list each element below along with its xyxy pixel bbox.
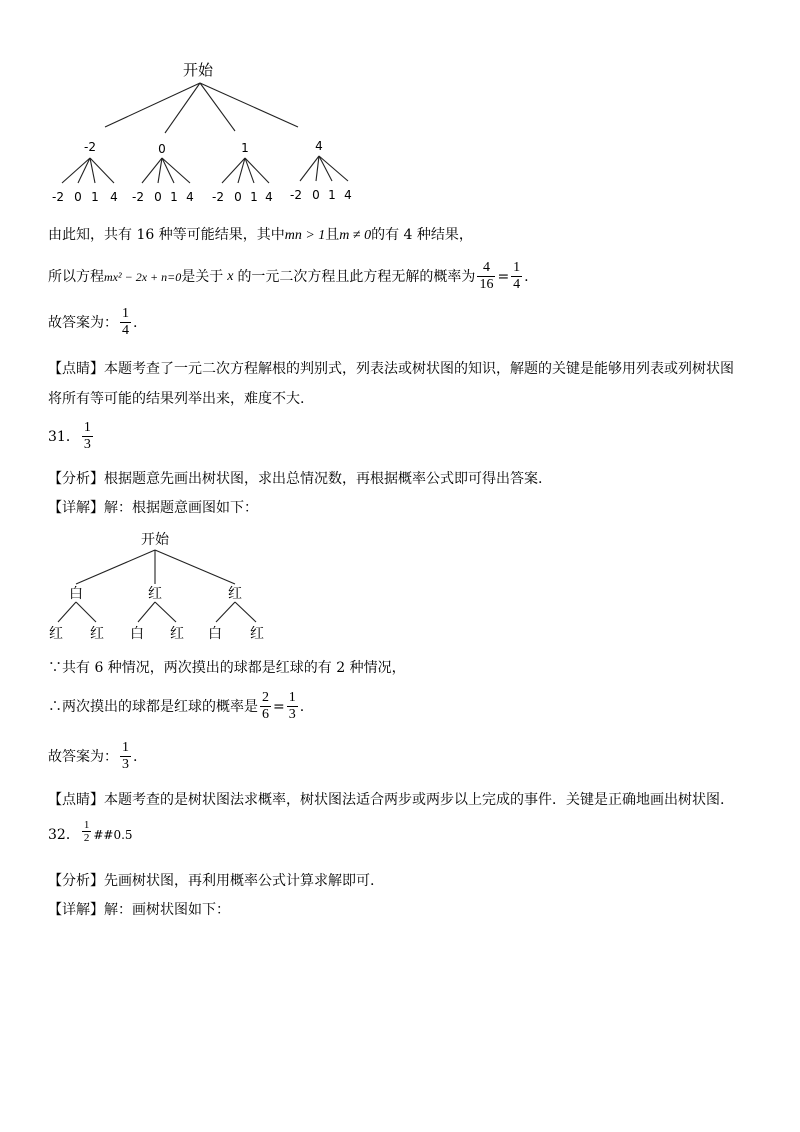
tree1-leaf: -2 bbox=[52, 190, 64, 204]
tree1-leaf: -2 bbox=[290, 188, 302, 202]
tree1-leaf: -2 bbox=[212, 190, 224, 204]
tree1-node-d: 4 bbox=[315, 139, 323, 153]
tree1-leaf: 1 bbox=[250, 190, 258, 204]
tree1-node-a: -2 bbox=[84, 140, 96, 154]
answer-fraction-2: $\frac{1}{3}$ bbox=[122, 740, 129, 772]
tree1-leaf: 0 bbox=[234, 190, 242, 204]
question-31-answer: 31． $\frac{1}{3}$ bbox=[48, 420, 91, 452]
case-count-line: ∵共有 6 种情况，两次摸出的球都是红球的有 2 种情况， bbox=[48, 660, 406, 676]
q31-fraction: $\frac{1}{3}$ bbox=[83, 420, 91, 452]
detail-32: 【详解】解：画树状图如下： bbox=[48, 902, 230, 918]
tree1-leaf: 0 bbox=[312, 188, 320, 202]
review-1-line-1: 【点睛】本题考查了一元二次方程解根的判别式，列表法或树状图的知识，解题的关键是能够用列表或列树状图 bbox=[48, 361, 734, 377]
fraction-1-4: $\frac{1}{4}$ bbox=[513, 260, 521, 292]
detail-31: 【详解】解：根据题意画图如下： bbox=[48, 500, 258, 516]
equation: mx² − 2x + n=0 bbox=[104, 269, 182, 284]
question-32-answer: 32． $\frac{1}{2}$ ##0.5 bbox=[48, 818, 133, 844]
q32-fraction: $\frac{1}{2}$ bbox=[83, 818, 90, 844]
tree2-leaf: 红 bbox=[250, 626, 264, 642]
tree2-node-red-1: 红 bbox=[148, 586, 162, 602]
fraction-2-6: $\frac{2}{6}$ bbox=[262, 690, 269, 722]
tree2-leaf: 红 bbox=[49, 626, 63, 642]
tree-diagram-2 bbox=[40, 528, 280, 648]
tree1-leaf: 4 bbox=[265, 190, 273, 204]
result-count-line: 由此知，共有 16 种等可能结果，其中mn > 1且m ≠ 0的有 4 种结果， bbox=[48, 227, 473, 243]
condition-m: m ≠ 0 bbox=[339, 228, 372, 243]
fraction-1-3: $\frac{1}{3}$ bbox=[288, 690, 296, 722]
tree1-leaf: 1 bbox=[91, 190, 99, 204]
review-1-line-2: 将所有等可能的结果列举出来，难度不大. bbox=[48, 391, 305, 407]
answer-line-1: 故答案为： $\frac{1}{4}$ . bbox=[48, 306, 138, 338]
tree1-leaf: -2 bbox=[132, 190, 144, 204]
tree1-leaf: 4 bbox=[110, 190, 118, 204]
tree1-leaf: 0 bbox=[154, 190, 162, 204]
probability-line-2: ∴两次摸出的球都是红球的概率是 $\frac{2}{6}$ = $\frac{1}{3}$ . bbox=[48, 690, 305, 722]
tree1-node-c: 1 bbox=[241, 141, 249, 155]
tree1-node-b: 0 bbox=[158, 142, 166, 156]
analysis-31: 【分析】根据题意先画出树状图，求出总情况数，再根据概率公式即可得出答案. bbox=[48, 471, 543, 487]
tree2-root: 开始 bbox=[141, 532, 169, 548]
tree2-leaf: 白 bbox=[208, 626, 222, 642]
tree2-node-white: 白 bbox=[69, 586, 83, 602]
tree-diagram-1 bbox=[40, 55, 380, 205]
tree1-leaf: 4 bbox=[186, 190, 194, 204]
condition-mn: mn > 1 bbox=[284, 228, 326, 243]
analysis-32: 【分析】先画树状图，再利用概率公式计算求解即可. bbox=[48, 873, 375, 889]
fraction-4-16: $\frac{4}{16}$ bbox=[479, 260, 494, 292]
tree1-leaf: 0 bbox=[74, 190, 82, 204]
probability-line: 所以方程 mx² − 2x + n=0 是关于 x 的一元二次方程且此方程无解的概率为 $\frac{4}{16}$ = $\frac{1}{4}$ . bbox=[48, 260, 529, 292]
answer-line-2: 故答案为： $\frac{1}{3}$ . bbox=[48, 740, 138, 772]
tree2-node-red-2: 红 bbox=[228, 586, 242, 602]
review-2: 【点睛】本题考查的是树状图法求概率，树状图法适合两步或两步以上完成的事件．关键是正确地画出树状图. bbox=[48, 792, 725, 808]
tree1-leaf: 1 bbox=[328, 188, 336, 202]
tree2-leaf: 红 bbox=[170, 626, 184, 642]
tree1-root: 开始 bbox=[182, 61, 214, 79]
tree1-leaf: 4 bbox=[344, 188, 352, 202]
answer-fraction-1: $\frac{1}{4}$ bbox=[122, 306, 129, 338]
variable-x: x bbox=[227, 268, 234, 284]
tree2-leaf: 白 bbox=[130, 626, 144, 642]
tree2-leaf: 红 bbox=[90, 626, 104, 642]
tree1-leaf: 1 bbox=[170, 190, 178, 204]
